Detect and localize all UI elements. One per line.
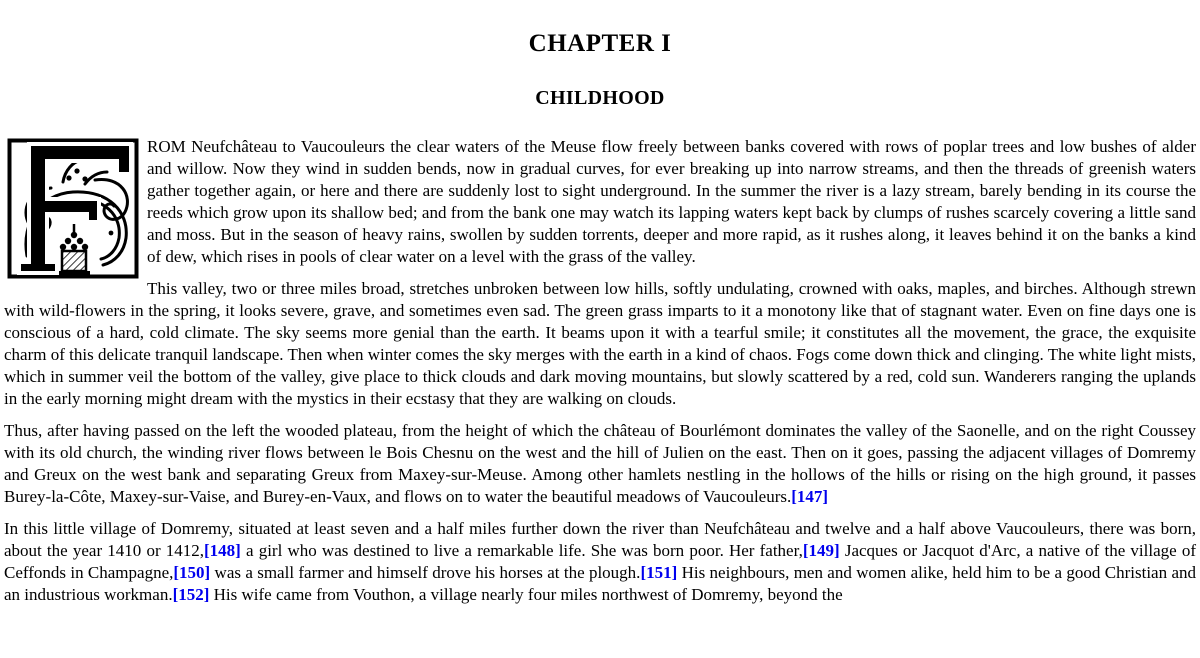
footnote-link[interactable]: [147] — [791, 487, 829, 506]
chapter-title: CHAPTER I — [528, 30, 672, 57]
paragraph-valley-description: This valley, two or three miles broad, stretches unbroken between low hills, softly undulating, crowned with oaks, maples, and birches. Although strewn with wild-flowers in the spring, it looks severe, grave, and sometimes even sad. The green grass imparts to it a monotony like that of stagnant water. Even on fine days one is conscious of a hard, cold climate. The sky seems more genial than the earth. It beams upon it with a tearful smile; it constitutes all the movement, the grace, the exquisite charm of this delicate tranquil landscape. Then when winter comes the sky merges with the earth in a kind of chaos. Fogs come down thick and clinging. The white light mists, which in summer veil the bottom of the valley, give place to thick clouds and dark moving mountains, but slowly scattered by a red, cold sun. Wanderers ranging the uplands in the early morning might dream with the mystics in their ecstasy that they are walking on clouds. — [4, 279, 1196, 408]
footnote-link[interactable]: [151] — [640, 563, 678, 582]
paragraph-domremy-birth: In this little village of Domremy, situated at least seven and a half miles further down the river than Neufchâteau and twelve and a half above Vaucouleurs, there was born, about the year 1410 or 1412,[148] a girl who was destined to live a remarkable life. She was born poor. Her father,[149] Jacques or Jacquot d'Arc, a native of the village of Ceffonds in Champagne,[150] was a small farmer and himself drove his horses at the plough.[151] His neighbours, men and women alike, held him to be a good Christian and an industrious workman.[152] His wife came from Vouthon, a village nearly four miles northwest of Domremy, beyond the — [4, 519, 1196, 604]
paragraph-villages-description: Thus, after having passed on the left the wooded plateau, from the height of which the château of Bourlémont dominates the valley of the Saonelle, and on the right Coussey with its old church, the winding river flows between le Bois Chesnu on the west and the hill of Julien on the east. Then on it goes, passing the adjacent villages of Domremy and Greux on the west bank and separating Greux from Maxey-sur-Meuse. Among other hamlets nestling in the hollows of the hills or rising on the high ground, it passes Burey-la-Côte, Maxey-sur-Vaise, and Burey-en-Vaux, and flows on to water the beautiful meadows of Vaucouleurs.[147] — [4, 421, 1196, 506]
book-page — [0, 30, 1200, 606]
paragraph-river-description: ROM Neufchâteau to Vaucouleurs the clear waters of the Meuse flow freely between banks covered with rows of poplar trees and low bushes of alder and willow. Now they wind in sudden bends, now in gradual curves, for ever breaking up into narrow streams, and then the threads of greenish waters gather together again, or here and there are suddenly lost to sight underground. In the summer the river is a lazy stream, barely bending in its course the reeds which grow upon its shallow bed; and from the bank one may watch its lapping waters kept back by clumps of rushes scarcely covering a little sand and moss. But in the season of heavy rains, swollen by sudden torrents, deeper and more rapid, as it rushes along, it leaves behind it on the banks a kind of dew, which rises in pools of clear water on a level with the grass of the valley. — [4, 136, 1196, 268]
dropcap-initial-f-image — [7, 138, 139, 280]
footnote-link[interactable]: [149] — [802, 541, 840, 560]
footnote-link[interactable]: [148] — [204, 541, 241, 560]
footnote-link[interactable]: [152] — [172, 585, 210, 604]
chapter-subtitle: CHILDHOOD — [535, 87, 665, 109]
footnote-link[interactable]: [150] — [173, 563, 211, 582]
